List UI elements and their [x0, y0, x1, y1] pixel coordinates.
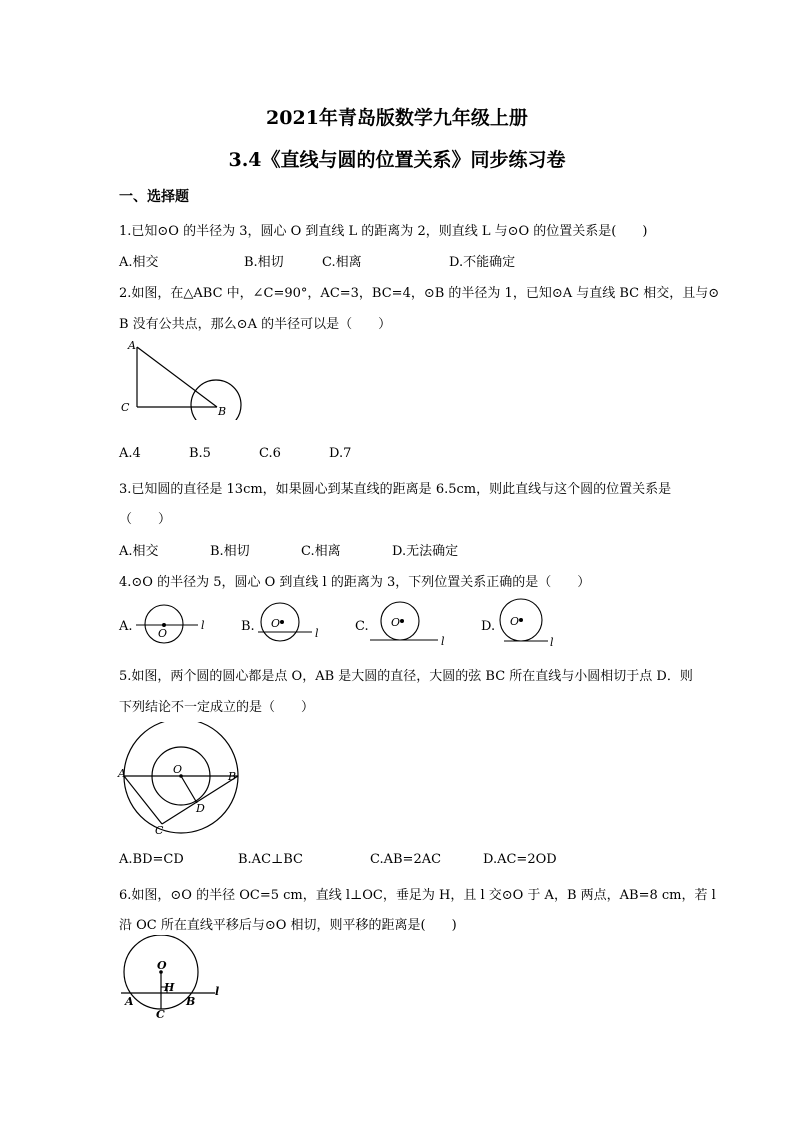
q4-figure-a	[134, 600, 214, 648]
q5-stem-line1: 5.如图，两个圆的圆心都是点 O，AB 是大圆的直径，大圆的弦 BC 所在直线与小圆相切于点 D．则	[119, 669, 693, 684]
q4-option-c: C.	[355, 619, 369, 634]
q1-option-b: B.相切	[244, 255, 284, 270]
q2-label-a: A	[128, 339, 136, 352]
svg-text:O: O	[157, 959, 167, 972]
svg-text:l: l	[315, 627, 319, 640]
q5-option-b: B.AC⊥BC	[238, 852, 303, 867]
svg-text:O: O	[391, 616, 401, 629]
svg-text:l: l	[215, 985, 220, 998]
svg-text:C: C	[155, 824, 164, 837]
svg-text:B: B	[228, 770, 237, 783]
q2-label-c: C	[121, 401, 130, 414]
q4-stem: 4.⊙O 的半径为 5，圆心 O 到直线 l 的距离为 3，下列位置关系正确的是（ ）	[119, 575, 591, 590]
q2-stem-line2: B 没有公共点，那么⊙A 的半径可以是（ ）	[119, 317, 392, 332]
q2-option-d: D.7	[329, 446, 352, 461]
svg-text:O: O	[158, 627, 168, 640]
q3-option-d: D.无法确定	[392, 544, 459, 559]
section-heading: 一、选择题	[119, 189, 189, 205]
q3-option-b: B.相切	[210, 544, 250, 559]
svg-text:B: B	[186, 995, 196, 1008]
q1-stem: 1.已知⊙O 的半径为 3，圆心 O 到直线 L 的距离为 2，则直线 L 与⊙O 的位置关系是( )	[119, 224, 648, 239]
svg-text:l: l	[441, 635, 445, 648]
q6-stem-line2: 沿 OC 所在直线平移后与⊙O 相切，则平移的距离是( )	[119, 918, 457, 933]
q2-figure	[115, 335, 250, 420]
svg-text:O: O	[271, 617, 281, 630]
q4-option-b: B.	[241, 619, 255, 634]
svg-text:l: l	[201, 619, 205, 632]
q2-label-b: B	[218, 405, 227, 418]
svg-text:l: l	[550, 636, 554, 649]
document-subtitle: 3.4《直线与圆的位置关系》同步练习卷	[228, 149, 566, 171]
svg-text:A: A	[118, 767, 126, 780]
svg-text:D: D	[196, 802, 205, 815]
q5-option-c: C.AB=2AC	[370, 852, 442, 867]
q5-option-a: A.BD=CD	[119, 852, 184, 867]
q3-option-a: A.相交	[119, 544, 159, 559]
svg-text:O: O	[173, 763, 183, 776]
document-title: 2021年青岛版数学九年级上册	[266, 107, 528, 129]
q1-option-d: D.不能确定	[449, 255, 516, 270]
q5-stem-line2: 下列结论不一定成立的是（ ）	[119, 700, 315, 715]
q4-figure-d	[494, 596, 564, 650]
q4-option-a: A.	[119, 619, 133, 634]
svg-text:A: A	[125, 995, 134, 1008]
q2-option-b: B.5	[189, 446, 211, 461]
q3-stem-line2: （ ）	[119, 512, 172, 527]
q4-figure-c	[366, 598, 451, 648]
q5-figure	[115, 722, 245, 837]
q4-figure-b	[254, 600, 334, 648]
q4-option-d: D.	[481, 619, 496, 634]
q3-option-c: C.相离	[301, 544, 341, 559]
q6-stem-line1: 6.如图，⊙O 的半径 OC=5 cm，直线 l⊥OC，垂足为 H，且 l 交⊙O 于 A，B 两点，AB=8 cm，若 l	[119, 888, 716, 903]
q2-stem-line1: 2.如图，在△ABC 中，∠C=90°，AC=3，BC=4，⊙B 的半径为 1，已知⊙A 与直线 BC 相交，且与⊙	[119, 286, 720, 301]
q5-option-d: D.AC=2OD	[483, 852, 557, 867]
svg-text:H: H	[164, 981, 175, 994]
q2-option-a: A.4	[119, 446, 141, 461]
q6-figure	[115, 935, 235, 1020]
svg-text:C: C	[156, 1008, 165, 1020]
q1-option-a: A.相交	[119, 255, 159, 270]
q1-option-c: C.相离	[322, 255, 362, 270]
svg-text:O: O	[510, 615, 520, 628]
q3-stem-line1: 3.已知圆的直径是 13cm，如果圆心到某直线的距离是 6.5cm，则此直线与这个圆的位置关系是	[119, 482, 672, 497]
q2-option-c: C.6	[259, 446, 281, 461]
